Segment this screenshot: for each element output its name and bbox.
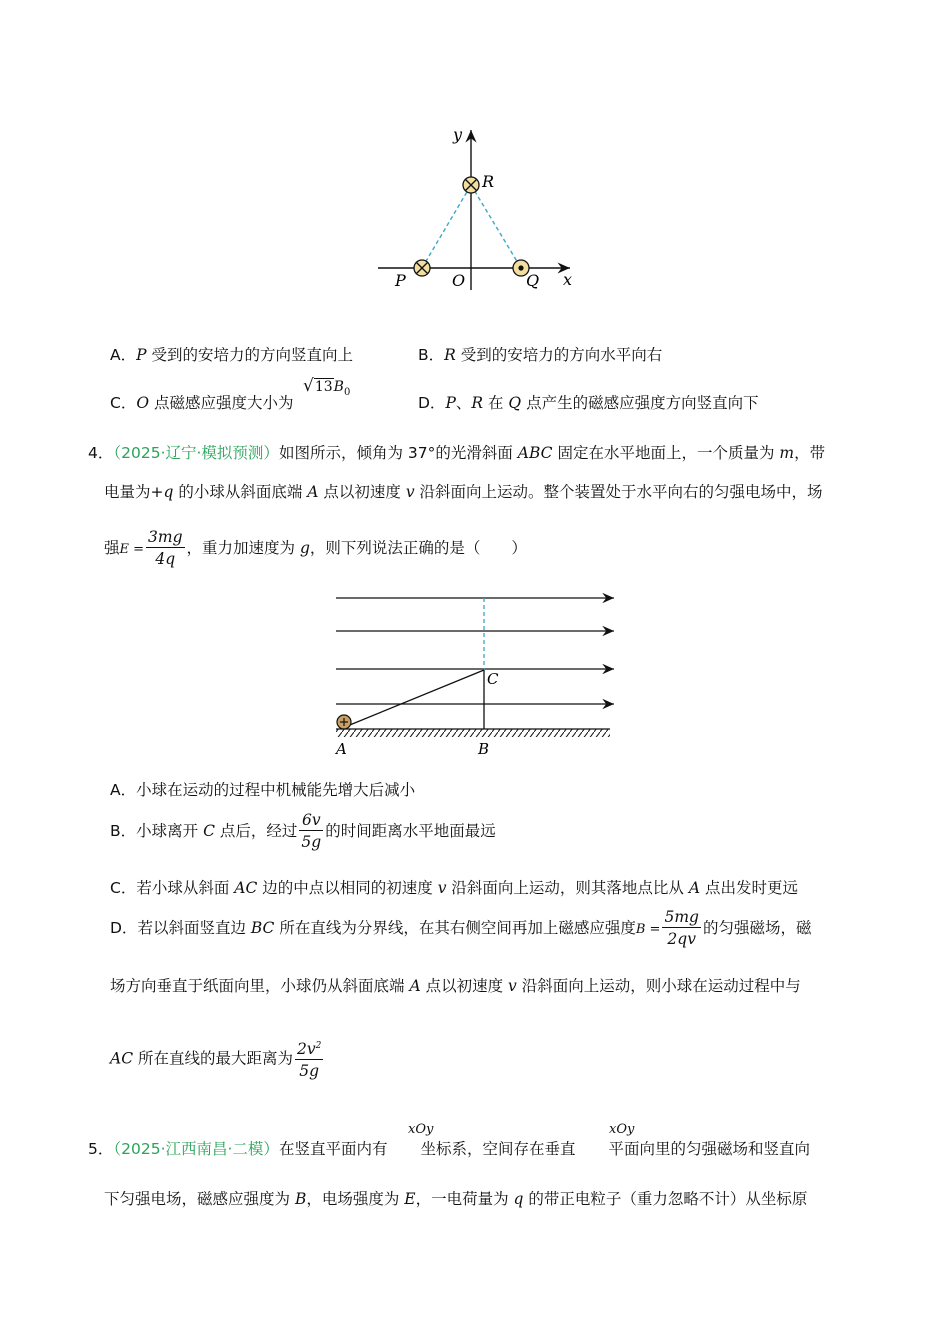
q4-b-fraction: $\frac{6v}{5g}$ bbox=[301, 811, 322, 851]
label-y: y bbox=[453, 125, 463, 144]
figure-magnetic-field bbox=[370, 120, 590, 300]
ground-hatch bbox=[336, 729, 610, 737]
q4-field-fraction: $\frac{3mg}{4q}$ bbox=[148, 528, 183, 568]
label-c: C bbox=[487, 670, 499, 688]
label-o: O bbox=[452, 271, 466, 290]
q5-xoy-2: xOy bbox=[609, 1122, 635, 1137]
label-r: R bbox=[482, 172, 495, 191]
dashed-line-rq bbox=[471, 185, 521, 268]
q3-option-c[interactable]: C．O 点磁感应强度大小为 bbox=[110, 394, 294, 412]
q5-number: 5． bbox=[88, 1140, 114, 1158]
q3-option-a[interactable]: A．P 受到的安培力的方向竖直向上 bbox=[110, 346, 353, 364]
q4-option-c[interactable]: C．若小球从斜面 AC 边的中点以相同的初速度 v 沿斜面向上运动，则其落地点比从 A 点出发时更远 bbox=[110, 879, 798, 897]
label-a: A bbox=[336, 740, 347, 758]
q4-d-distance-fraction: $\frac{2v^2}{5g}$ bbox=[295, 1036, 323, 1082]
ball-positive-icon bbox=[337, 715, 351, 729]
q4-option-b[interactable]: B．小球离开 C 点后，经过 $\frac{6v}{5g}$ 的时间距离水平地面最远 bbox=[110, 811, 496, 851]
wire-r-into-page-icon bbox=[463, 177, 479, 193]
q4-option-d-line-2: 场方向垂直于纸面向里，小球仍从斜面底端 A 点以初速度 v 沿斜面向上运动，则小球在运动过程中与 bbox=[110, 977, 801, 995]
q3-option-b[interactable]: B．R 受到的安培力的方向水平向右 bbox=[418, 346, 663, 364]
q3-option-c-math: $√13B_0$ bbox=[303, 376, 351, 398]
incline-ac bbox=[340, 670, 484, 729]
q3-option-d[interactable]: D．P、R 在 Q 点产生的磁感应强度方向竖直向下 bbox=[418, 394, 759, 412]
label-x: x bbox=[563, 270, 573, 289]
q4-line-2: 电量为+q 的小球从斜面底端 A 点以初速度 v 沿斜面向上运动。整个装置处于水平向右的匀强电场中，场 bbox=[104, 483, 823, 501]
q4-line-3: 强E = $\frac{3mg}{4q}$ ，重力加速度为 g，则下列说法正确的是（ ） bbox=[104, 528, 527, 568]
label-p: P bbox=[395, 271, 406, 290]
q4-option-d-line-1[interactable]: D．若以斜面竖直边 BC 所在直线为分界线，在其右侧空间再加上磁感应强度B = $\frac{5mg}{2qv}$ 的匀强磁场，磁 bbox=[110, 908, 812, 948]
q5-source: （2025·江西南昌·二模） bbox=[113, 1140, 279, 1158]
q5-xoy-1: xOy bbox=[408, 1122, 434, 1137]
dashed-line-pr bbox=[422, 185, 471, 268]
q5-line-2: 下匀强电场，磁感应强度为 B，电场强度为 E，一电荷量为 q 的带正电粒子（重力忽略不计）从坐标原 bbox=[104, 1190, 808, 1208]
figure-incline bbox=[330, 588, 620, 758]
label-q: Q bbox=[526, 271, 540, 290]
label-b: B bbox=[478, 740, 490, 758]
q5-line-1: 5．（2025·江西南昌·二模）在竖直平面内有 坐标系，空间存在垂直 平面向里的匀强磁场和竖直向 bbox=[88, 1140, 810, 1158]
q4-option-d-line-3: AC 所在直线的最大距离为 $\frac{2v^2}{5g}$ bbox=[110, 1036, 325, 1082]
q4-d-fraction: $\frac{5mg}{2qv}$ bbox=[664, 908, 699, 948]
q4-number: 4． bbox=[88, 444, 114, 462]
wire-p-into-page-icon bbox=[414, 260, 430, 276]
q4-option-a[interactable]: A．小球在运动的过程中机械能先增大后减小 bbox=[110, 781, 416, 799]
q4-line-1: 4．（2025·辽宁·模拟预测）如图所示，倾角为 37°的光滑斜面 ABC 固定在水平地面上，一个质量为 m，带 bbox=[88, 444, 826, 462]
q4-source: （2025·辽宁·模拟预测） bbox=[113, 444, 279, 462]
